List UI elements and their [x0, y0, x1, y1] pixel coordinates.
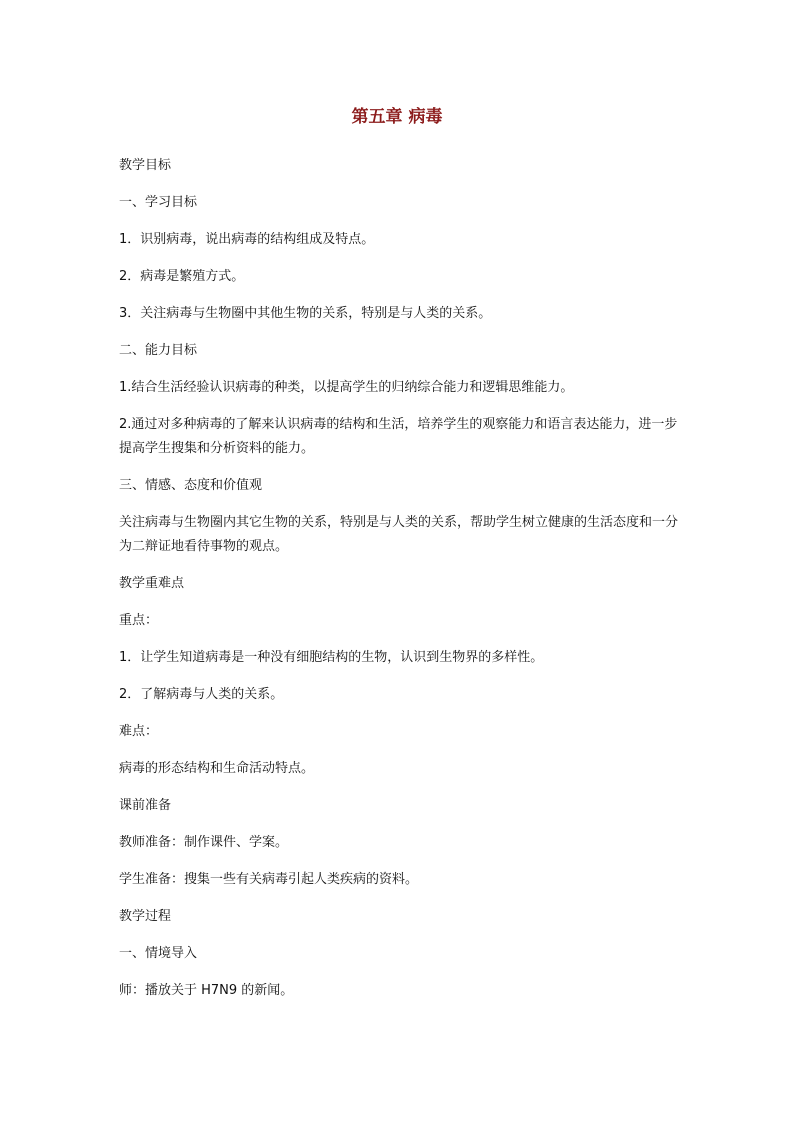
body-paragraph: 师：播放关于 H7N9 的新闻。 [119, 983, 294, 998]
label-key-points: 重点： [119, 613, 159, 628]
section-heading-teaching-goals: 教学目标 [119, 158, 172, 173]
subheading-learning-goals: 一、学习目标 [119, 195, 198, 210]
list-item: 1.结合生活经验认识病毒的种类，以提高学生的归纳综合能力和逻辑思维能力。 [119, 380, 574, 395]
subheading-values: 三、情感、态度和价值观 [119, 478, 263, 493]
subheading-ability-goals: 二、能力目标 [119, 343, 198, 358]
body-paragraph: 学生准备：搜集一些有关病毒引起人类疾病的资料。 [119, 872, 419, 887]
list-item: 1．识别病毒，说出病毒的结构组成及特点。 [119, 232, 375, 247]
list-item: 2.通过对多种病毒的了解来认识病毒的结构和生活，培养学生的观察能力和语言表达能力，进一步提高学生搜集和分析资料的能力。 [119, 417, 678, 456]
section-heading-process: 教学过程 [119, 909, 172, 924]
list-item: 2．病毒是繁殖方式。 [119, 269, 245, 284]
body-paragraph: 关注病毒与生物圈内其它生物的关系，特别是与人类的关系，帮助学生树立健康的生活态度和一分为二辩证地看待事物的观点。 [119, 515, 679, 554]
subheading-intro: 一、情境导入 [119, 946, 198, 961]
document-title: 第五章 病毒 [351, 107, 443, 127]
document-body [119, 154, 684, 1016]
list-item: 2．了解病毒与人类的关系。 [119, 687, 284, 702]
section-heading-key-points: 教学重难点 [119, 576, 185, 591]
section-heading-preparation: 课前准备 [119, 798, 172, 813]
list-item: 1．让学生知道病毒是一种没有细胞结构的生物，认识到生物界的多样性。 [119, 650, 544, 665]
label-difficulties: 难点： [119, 724, 159, 739]
list-item: 3．关注病毒与生物圈中其他生物的关系，特别是与人类的关系。 [119, 306, 492, 321]
body-paragraph: 病毒的形态结构和生命活动特点。 [119, 761, 315, 776]
body-paragraph: 教师准备：制作课件、学案。 [119, 835, 289, 850]
